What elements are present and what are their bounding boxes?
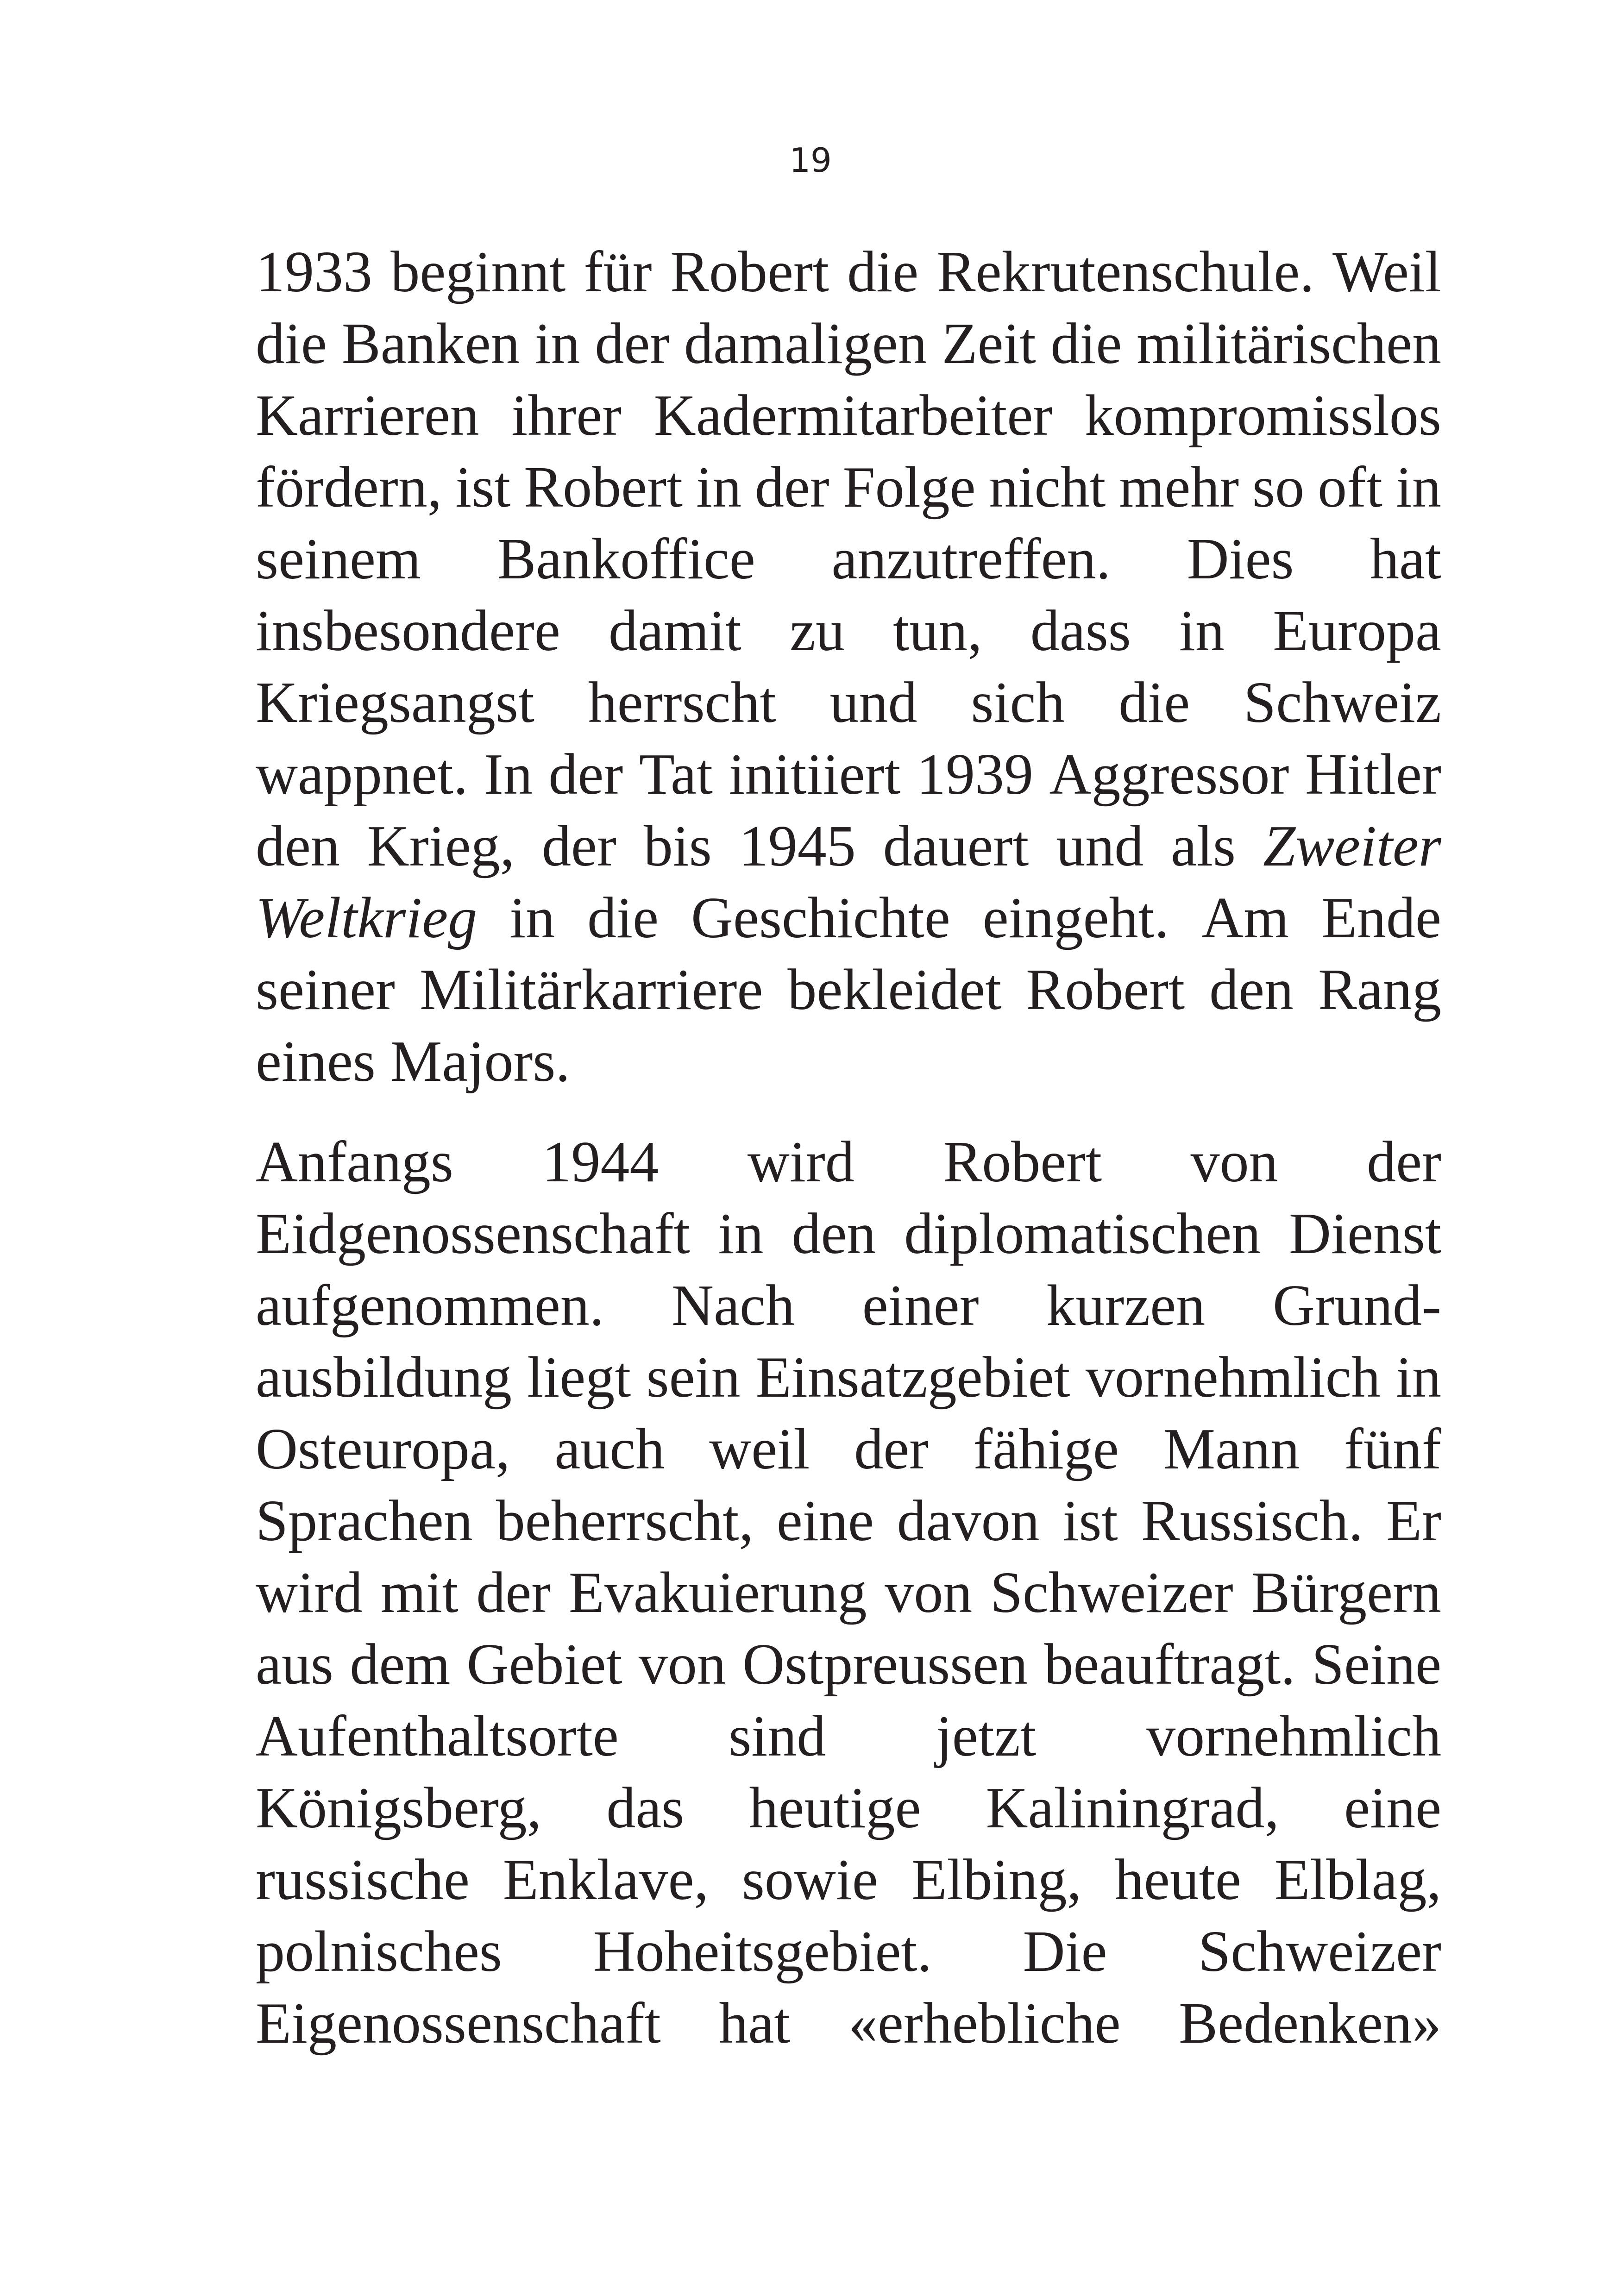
word: Elbing, xyxy=(911,1848,1082,1912)
word: der xyxy=(476,1561,551,1625)
word: beherrscht, xyxy=(496,1489,754,1553)
word: Geschichte xyxy=(691,886,950,950)
word: damit xyxy=(608,599,741,663)
text-line xyxy=(256,380,1441,452)
word: der xyxy=(548,742,623,807)
word: in xyxy=(1395,1345,1441,1410)
word: sowie xyxy=(741,1848,878,1912)
text-line xyxy=(256,1270,1441,1342)
page-number: 19 xyxy=(789,141,832,180)
word: der xyxy=(1367,1130,1441,1194)
word: für xyxy=(584,240,652,304)
word: beauftragt. xyxy=(1044,1632,1295,1697)
word: Königsberg, xyxy=(256,1776,542,1840)
word: 1944 xyxy=(542,1130,659,1194)
word: in xyxy=(1179,599,1225,663)
word: wappnet. xyxy=(256,742,468,807)
word: auch xyxy=(554,1417,665,1481)
word: und xyxy=(1056,814,1144,878)
word: Militärkarriere xyxy=(419,958,763,1022)
word: aufgenommen. xyxy=(256,1273,604,1338)
word: diplomatischen xyxy=(904,1202,1261,1266)
word: initiiert xyxy=(729,742,901,807)
text-line xyxy=(256,1772,1441,1844)
word: aus xyxy=(256,1632,333,1697)
paragraph xyxy=(256,236,1441,1098)
text-line xyxy=(256,1342,1441,1413)
word: Aggressor xyxy=(1049,742,1289,807)
paragraph xyxy=(256,1126,1441,2059)
word: weil xyxy=(709,1417,810,1481)
word: den xyxy=(1209,958,1294,1022)
word: Hoheitsgebiet. xyxy=(593,1920,932,1984)
word: in xyxy=(509,886,555,950)
word: das xyxy=(606,1776,685,1840)
word: in xyxy=(696,455,741,520)
word: oft xyxy=(1318,455,1382,520)
text-line xyxy=(256,1485,1441,1557)
word: 1939 xyxy=(917,742,1033,807)
word: nicht xyxy=(989,455,1106,520)
word: Osteuropa, xyxy=(256,1417,510,1481)
word: kurzen xyxy=(1046,1273,1206,1338)
word: Evakuierung xyxy=(568,1561,867,1625)
word: Dies xyxy=(1187,527,1294,591)
word: Robert xyxy=(524,455,683,520)
text-line xyxy=(256,954,1441,1026)
word: Rang xyxy=(1318,958,1441,1022)
word: Tat xyxy=(639,742,713,807)
word: Ostpreussen xyxy=(742,1632,1028,1697)
word: Bürgern xyxy=(1251,1561,1441,1625)
word: Ende xyxy=(1321,886,1441,950)
word: einer xyxy=(862,1273,979,1338)
word: vornehmlich xyxy=(1146,1704,1441,1769)
text-line xyxy=(256,1629,1441,1700)
word: die xyxy=(256,312,327,376)
word: die xyxy=(1050,312,1122,376)
word: Schweiz xyxy=(1244,671,1441,735)
word: In xyxy=(484,742,533,807)
word: tun, xyxy=(893,599,982,663)
word: Robert xyxy=(943,1130,1102,1194)
word: bis xyxy=(643,814,712,878)
word: in xyxy=(718,1202,764,1266)
word: Rekrutenschule. xyxy=(936,240,1314,304)
word: Gebiet xyxy=(466,1632,622,1697)
word: Karrieren xyxy=(256,383,479,448)
word: kompromisslos xyxy=(1084,383,1441,448)
word: der xyxy=(854,1417,929,1481)
word: Eigenossenschaft xyxy=(256,1991,661,2056)
word: in xyxy=(534,312,580,376)
word: Am xyxy=(1201,886,1289,950)
word: ist xyxy=(455,455,511,520)
word: Weltkrieg xyxy=(256,886,478,950)
word: dem xyxy=(350,1632,451,1697)
word: eingeht. xyxy=(982,886,1169,950)
word: Hitler xyxy=(1305,742,1441,807)
text-line xyxy=(256,523,1441,595)
text-line xyxy=(256,452,1441,523)
word: beginnt xyxy=(390,240,566,304)
word: seiner xyxy=(256,958,395,1022)
word: den xyxy=(256,814,340,878)
word: und xyxy=(829,671,917,735)
text-line xyxy=(256,882,1441,954)
word: mit xyxy=(380,1561,459,1625)
word: damaligen xyxy=(684,312,927,376)
word: sein xyxy=(646,1345,741,1410)
word: herrscht xyxy=(588,671,776,735)
word: Schweizer xyxy=(990,1561,1233,1625)
word: hat xyxy=(719,1991,791,2056)
word: Kadermitarbeiter xyxy=(653,383,1053,448)
word: Seine xyxy=(1312,1632,1441,1697)
word: Er xyxy=(1386,1489,1441,1553)
body-text xyxy=(256,236,1441,2059)
word: als xyxy=(1171,814,1236,878)
word: jetzt xyxy=(936,1704,1037,1769)
word: ausbildung xyxy=(256,1345,512,1410)
word: Schweizer xyxy=(1198,1920,1441,1984)
word: wird xyxy=(256,1561,363,1625)
text-line xyxy=(256,1026,1441,1098)
word: eine xyxy=(776,1489,874,1553)
text-line xyxy=(256,1126,1441,1198)
word: «erhebliche xyxy=(848,1991,1121,2056)
word: eine xyxy=(1344,1776,1441,1840)
word: mehr xyxy=(1119,455,1239,520)
word: den xyxy=(792,1202,876,1266)
word: anzutreffen. xyxy=(831,527,1111,591)
word: Folge xyxy=(842,455,976,520)
word: Elblag, xyxy=(1274,1848,1441,1912)
word: polnisches xyxy=(256,1920,502,1984)
text-line xyxy=(256,667,1441,739)
word: Grund- xyxy=(1273,1273,1441,1338)
word: der xyxy=(542,814,616,878)
word: Eidgenossenschaft xyxy=(256,1202,690,1266)
text-line xyxy=(256,739,1441,810)
text-line xyxy=(256,308,1441,380)
word: heutige xyxy=(749,1776,921,1840)
word: die xyxy=(587,886,659,950)
word: sich xyxy=(971,671,1065,735)
text-line xyxy=(256,810,1441,882)
word: 1933 xyxy=(256,240,372,304)
text-line xyxy=(256,595,1441,667)
word: seinem xyxy=(256,527,421,591)
word: davon xyxy=(897,1489,1040,1553)
word: Krieg, xyxy=(367,814,515,878)
text-line xyxy=(256,1700,1441,1772)
word: Robert xyxy=(670,240,829,304)
word: Europa xyxy=(1273,599,1441,663)
word: Zeit xyxy=(942,312,1036,376)
word: vornehmlich xyxy=(1085,1345,1381,1410)
word: 1945 xyxy=(739,814,856,878)
word: Bankoffice xyxy=(497,527,755,591)
word: ihrer xyxy=(511,383,622,448)
word: so xyxy=(1252,455,1305,520)
word: der xyxy=(754,455,829,520)
word: fünf xyxy=(1344,1417,1441,1481)
word: militärischen xyxy=(1137,312,1441,376)
word: zu xyxy=(790,599,845,663)
word: hat xyxy=(1370,527,1441,591)
word: Enklave, xyxy=(503,1848,709,1912)
word: Sprachen xyxy=(256,1489,473,1553)
word: Majors. xyxy=(390,1029,570,1094)
word: heute xyxy=(1114,1848,1241,1912)
word: wird xyxy=(747,1130,854,1194)
word: in xyxy=(1395,455,1441,520)
word: Kaliningrad, xyxy=(986,1776,1279,1840)
word: der xyxy=(595,312,670,376)
word: insbesondere xyxy=(256,599,560,663)
word: die xyxy=(1118,671,1190,735)
word: liegt xyxy=(527,1345,631,1410)
word: Russisch. xyxy=(1141,1489,1363,1553)
word: Einsatzgebiet xyxy=(755,1345,1070,1410)
word: fähige xyxy=(973,1417,1119,1481)
text-line xyxy=(256,1916,1441,1988)
word: bekleidet xyxy=(787,958,1002,1022)
word: Anfangs xyxy=(256,1130,453,1194)
word: Bedenken» xyxy=(1179,1991,1441,2056)
word: Banken xyxy=(341,312,520,376)
word: Die xyxy=(1023,1920,1107,1984)
word: die xyxy=(847,240,919,304)
word: Mann xyxy=(1163,1417,1300,1481)
word: fördern, xyxy=(256,455,442,520)
text-line xyxy=(256,1988,1441,2059)
word: russische xyxy=(256,1848,470,1912)
word: sind xyxy=(729,1704,826,1769)
word: dauert xyxy=(883,814,1029,878)
word: Nach xyxy=(672,1273,795,1338)
word: Zweiter xyxy=(1263,814,1441,878)
text-line xyxy=(256,1844,1441,1916)
word: ist xyxy=(1062,1489,1118,1553)
word: Kriegsangst xyxy=(256,671,534,735)
word: von xyxy=(1190,1130,1278,1194)
word: Dienst xyxy=(1288,1202,1441,1266)
text-line xyxy=(256,1198,1441,1270)
word: von xyxy=(885,1561,973,1625)
word: Aufenthaltsorte xyxy=(256,1704,619,1769)
word: von xyxy=(638,1632,726,1697)
word: dass xyxy=(1030,599,1131,663)
text-line xyxy=(256,1557,1441,1629)
word: eines xyxy=(256,1029,376,1094)
text-line xyxy=(256,236,1441,308)
word: Weil xyxy=(1332,240,1441,304)
word: Robert xyxy=(1026,958,1185,1022)
text-line xyxy=(256,1413,1441,1485)
